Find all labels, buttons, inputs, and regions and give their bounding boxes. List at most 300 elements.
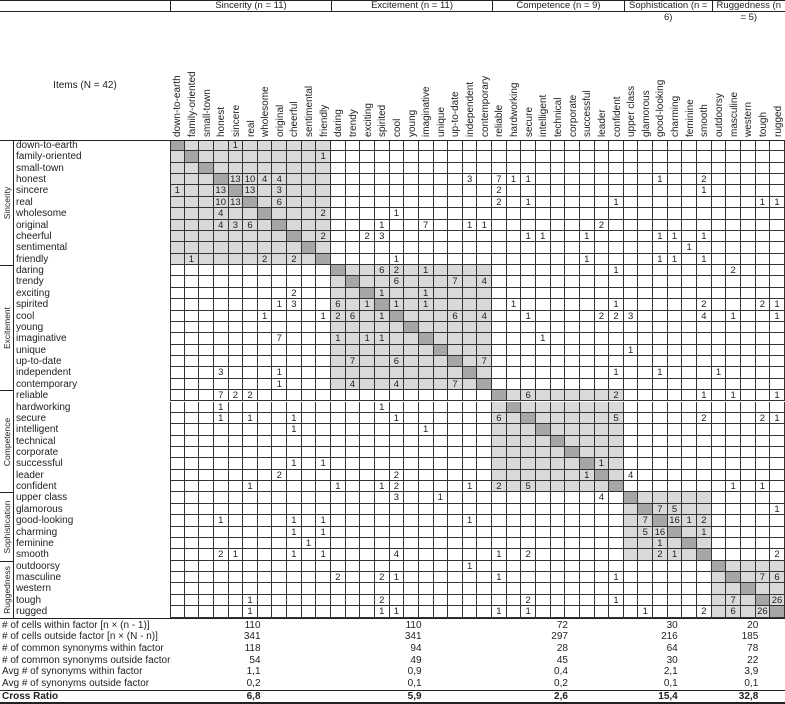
matrix-cell (682, 504, 697, 515)
matrix-cell (653, 276, 668, 287)
matrix-cell: 3 (229, 220, 244, 231)
matrix-cell (653, 197, 668, 208)
matrix-cell (287, 436, 302, 447)
matrix-cell (419, 413, 434, 424)
matrix-cell (770, 458, 785, 469)
matrix-cell: 7 (419, 220, 434, 231)
matrix-cell (668, 197, 683, 208)
matrix-cell (580, 515, 595, 526)
matrix-cell: 2 (756, 413, 771, 424)
matrix-cell (712, 140, 727, 151)
column-header (434, 12, 449, 139)
matrix-cell (609, 436, 624, 447)
matrix-cell (492, 345, 507, 356)
matrix-cell (272, 265, 287, 276)
matrix-cell (258, 379, 273, 390)
matrix-cell (185, 583, 200, 594)
matrix-cell (756, 390, 771, 401)
matrix-cell (697, 458, 712, 469)
matrix-cell (346, 606, 361, 617)
matrix-cell (565, 606, 580, 617)
matrix-cell (360, 151, 375, 162)
matrix-cell (448, 413, 463, 424)
matrix-cell (741, 527, 756, 538)
matrix-cell (595, 561, 610, 572)
matrix-cell (302, 436, 317, 447)
matrix-cell (346, 345, 361, 356)
matrix-cell (434, 151, 449, 162)
matrix-cell: 1 (287, 549, 302, 560)
matrix-cell (741, 288, 756, 299)
matrix-cell (712, 583, 727, 594)
matrix-cell (434, 458, 449, 469)
matrix-cell (375, 492, 390, 503)
row-label: small-town (16, 162, 64, 174)
matrix-cell (272, 606, 287, 617)
matrix-cell (668, 527, 683, 538)
matrix-cell (697, 242, 712, 253)
matrix-cell (507, 345, 522, 356)
stat-value-excitement: 5,9 (407, 690, 422, 702)
matrix-cell (580, 197, 595, 208)
matrix-cell: 2 (697, 606, 712, 617)
matrix-cell (346, 402, 361, 413)
matrix-cell (448, 208, 463, 219)
matrix-cell (214, 333, 229, 344)
row-label: charming (16, 526, 58, 538)
stat-value-competence: 297 (551, 631, 568, 643)
matrix-cell (770, 208, 785, 219)
column-header (726, 12, 741, 139)
matrix-cell (536, 345, 551, 356)
matrix-cell (360, 492, 375, 503)
matrix-cell (624, 549, 639, 560)
matrix-cell (521, 561, 536, 572)
matrix-cell (668, 163, 683, 174)
matrix-cell (404, 242, 419, 253)
matrix-cell (492, 595, 507, 606)
matrix-cell (712, 220, 727, 231)
matrix-cell: 1 (609, 595, 624, 606)
matrix-cell (331, 197, 346, 208)
matrix-cell (741, 595, 756, 606)
matrix-cell (756, 470, 771, 481)
matrix-cell (477, 413, 492, 424)
matrix-cell: 7 (653, 504, 668, 515)
matrix-cell (624, 185, 639, 196)
matrix-cell: 1 (316, 458, 331, 469)
matrix-cell (346, 276, 361, 287)
matrix-cell (551, 470, 566, 481)
matrix-cell (463, 527, 478, 538)
matrix-cell (185, 515, 200, 526)
matrix-cell (316, 379, 331, 390)
matrix-cell (536, 379, 551, 390)
matrix-cell (287, 265, 302, 276)
matrix-cell (726, 197, 741, 208)
matrix-cell (185, 356, 200, 367)
matrix-cell (258, 185, 273, 196)
matrix-cell (712, 481, 727, 492)
matrix-cell (360, 538, 375, 549)
matrix-cell (170, 492, 185, 503)
row-label: down-to-earth (16, 140, 78, 151)
matrix-cell: 1 (419, 265, 434, 276)
matrix-cell (712, 197, 727, 208)
column-header-label: up-to-date (450, 91, 462, 137)
matrix-cell (360, 447, 375, 458)
matrix-cell (346, 595, 361, 606)
matrix-cell (565, 185, 580, 196)
matrix-cell (507, 208, 522, 219)
matrix-cell (243, 492, 258, 503)
matrix-cell (756, 220, 771, 231)
matrix-cell (712, 345, 727, 356)
matrix-cell (185, 606, 200, 617)
matrix-cell (434, 265, 449, 276)
matrix-cell (477, 470, 492, 481)
matrix-cell: 2 (492, 481, 507, 492)
matrix-cell (726, 242, 741, 253)
matrix-cell (272, 322, 287, 333)
matrix-cell (595, 356, 610, 367)
matrix-cell: 1 (492, 572, 507, 583)
matrix-cell (316, 356, 331, 367)
matrix-cell (419, 538, 434, 549)
matrix-cell (624, 151, 639, 162)
matrix-cell (756, 242, 771, 253)
row-label: feminine (16, 537, 54, 549)
matrix-cell (756, 595, 771, 606)
matrix-cell (229, 163, 244, 174)
matrix-cell: 3 (624, 311, 639, 322)
matrix-cell (199, 549, 214, 560)
matrix-cell (346, 174, 361, 185)
matrix-cell (609, 606, 624, 617)
matrix-cell (726, 288, 741, 299)
matrix-cell: 1 (390, 413, 405, 424)
matrix-cell (331, 379, 346, 390)
matrix-cell (331, 140, 346, 151)
matrix-cell (404, 595, 419, 606)
column-header (375, 12, 390, 139)
matrix-cell (229, 470, 244, 481)
matrix-cell (214, 231, 229, 242)
matrix-cell (756, 379, 771, 390)
matrix-cell (551, 288, 566, 299)
matrix-cell (419, 527, 434, 538)
matrix-cell (756, 254, 771, 265)
matrix-cell (390, 242, 405, 253)
matrix-cell: 1 (390, 254, 405, 265)
matrix-cell (756, 322, 771, 333)
matrix-cell (258, 276, 273, 287)
matrix-cell (697, 288, 712, 299)
matrix-cell (199, 481, 214, 492)
matrix-cell: 6 (492, 413, 507, 424)
matrix-cell (492, 322, 507, 333)
matrix-cell: 1 (653, 538, 668, 549)
matrix-cell (375, 504, 390, 515)
matrix-cell: 1 (316, 515, 331, 526)
matrix-cell (331, 527, 346, 538)
matrix-cell (521, 345, 536, 356)
matrix-cell (199, 254, 214, 265)
matrix-cell (712, 163, 727, 174)
matrix-cell (243, 572, 258, 583)
stat-value-ruggedness: 0,1 (744, 678, 759, 690)
matrix-cell (521, 220, 536, 231)
matrix-cell (258, 470, 273, 481)
matrix-cell (551, 458, 566, 469)
matrix-cell (272, 311, 287, 322)
stat-value-ruggedness: 3,9 (744, 666, 759, 678)
matrix-cell (492, 231, 507, 242)
matrix-cell (507, 583, 522, 594)
matrix-cell (624, 538, 639, 549)
matrix-cell (653, 436, 668, 447)
matrix-cell (346, 447, 361, 458)
matrix-cell: 1 (770, 311, 785, 322)
matrix-cell (170, 379, 185, 390)
matrix-cell (477, 151, 492, 162)
matrix-cell (243, 402, 258, 413)
matrix-cell (697, 276, 712, 287)
stat-value-sophistication: 30 (666, 619, 678, 631)
matrix-cell (492, 140, 507, 151)
matrix-cell (463, 151, 478, 162)
matrix-cell (463, 549, 478, 560)
matrix-cell (404, 424, 419, 435)
matrix-cell (580, 299, 595, 310)
matrix-cell (390, 197, 405, 208)
matrix-cell: 13 (229, 174, 244, 185)
matrix-cell (170, 367, 185, 378)
matrix-cell (741, 140, 756, 151)
stat-value-excitement: 110 (405, 619, 422, 631)
matrix-cell (536, 311, 551, 322)
matrix-cell: 1 (272, 379, 287, 390)
matrix-cell (302, 367, 317, 378)
matrix-cell (346, 583, 361, 594)
matrix-cell: 1 (653, 367, 668, 378)
matrix-cell (580, 265, 595, 276)
matrix-cell (346, 481, 361, 492)
matrix-cell (521, 515, 536, 526)
matrix-cell (287, 538, 302, 549)
matrix-cell (609, 151, 624, 162)
matrix-cell (580, 151, 595, 162)
matrix-cell (595, 208, 610, 219)
matrix-cell (229, 288, 244, 299)
matrix-cell (419, 367, 434, 378)
matrix-cell (624, 504, 639, 515)
matrix-cell (302, 185, 317, 196)
matrix-cell (595, 402, 610, 413)
matrix-cell: 3 (287, 299, 302, 310)
matrix-cell (199, 140, 214, 151)
matrix-cell (536, 185, 551, 196)
matrix-cell (595, 265, 610, 276)
matrix-cell (463, 492, 478, 503)
row-label: spirited (16, 299, 49, 311)
matrix-cell (712, 606, 727, 617)
matrix-cell (346, 390, 361, 401)
matrix-cell (390, 504, 405, 515)
matrix-cell: 2 (595, 311, 610, 322)
grid-top-rule (0, 140, 785, 141)
matrix-cell (638, 379, 653, 390)
matrix-cell (419, 515, 434, 526)
matrix-cell (463, 163, 478, 174)
matrix-cell (375, 413, 390, 424)
row-label: confident (16, 481, 57, 493)
matrix-cell (741, 231, 756, 242)
matrix-cell (404, 515, 419, 526)
matrix-cell (565, 299, 580, 310)
matrix-cell (214, 492, 229, 503)
matrix-cell (653, 413, 668, 424)
matrix-cell (375, 458, 390, 469)
matrix-cell (272, 402, 287, 413)
matrix-cell (448, 424, 463, 435)
matrix-cell (375, 538, 390, 549)
matrix-cell (448, 174, 463, 185)
matrix-cell (185, 413, 200, 424)
matrix-cell (712, 470, 727, 481)
matrix-cell: 1 (682, 515, 697, 526)
stat-value-ruggedness: 20 (747, 619, 759, 631)
matrix-cell (243, 163, 258, 174)
matrix-cell (419, 481, 434, 492)
matrix-cell (199, 299, 214, 310)
matrix-cell (712, 402, 727, 413)
matrix-cell (741, 345, 756, 356)
matrix-cell (185, 561, 200, 572)
matrix-cell (492, 163, 507, 174)
matrix-cell (638, 470, 653, 481)
matrix-cell (756, 140, 771, 151)
matrix-cell (551, 208, 566, 219)
row-label: honest (16, 174, 47, 186)
matrix-cell (507, 527, 522, 538)
matrix-cell (712, 208, 727, 219)
row-group-label: Competence (1, 417, 12, 466)
matrix-cell (185, 333, 200, 344)
matrix-cell (272, 504, 287, 515)
matrix-cell (565, 504, 580, 515)
matrix-cell (756, 174, 771, 185)
matrix-cell (404, 174, 419, 185)
matrix-cell (653, 447, 668, 458)
matrix-cell: 1 (375, 220, 390, 231)
matrix-cell: 6 (521, 390, 536, 401)
column-header (199, 12, 214, 139)
factor-header-sincerity: Sincerity (n = 11) (170, 0, 331, 11)
matrix-cell (551, 140, 566, 151)
matrix-cell (668, 538, 683, 549)
column-header-label: contemporary (479, 75, 491, 137)
factor-header-competence: Competence (n = 9) (492, 0, 624, 11)
matrix-cell (243, 322, 258, 333)
matrix-cell (316, 606, 331, 617)
matrix-cell: 16 (668, 515, 683, 526)
matrix-cell (624, 367, 639, 378)
matrix-cell (185, 265, 200, 276)
matrix-cell (170, 299, 185, 310)
matrix-cell: 1 (170, 185, 185, 196)
column-header (419, 12, 434, 139)
matrix-cell: 4 (214, 220, 229, 231)
column-header (272, 12, 287, 139)
matrix-cell (682, 220, 697, 231)
matrix-cell (682, 436, 697, 447)
matrix-cell (536, 504, 551, 515)
matrix-cell (302, 322, 317, 333)
matrix-cell (360, 402, 375, 413)
matrix-cell: 1 (492, 606, 507, 617)
matrix-cell (638, 197, 653, 208)
matrix-cell (243, 254, 258, 265)
stat-value-competence: 2,6 (554, 690, 568, 702)
matrix-cell (624, 254, 639, 265)
matrix-cell (609, 424, 624, 435)
matrix-cell (346, 185, 361, 196)
matrix-cell (712, 356, 727, 367)
matrix-cell (360, 311, 375, 322)
matrix-cell (536, 470, 551, 481)
row-label: wholesome (16, 208, 67, 220)
matrix-cell (770, 402, 785, 413)
matrix-cell: 1 (375, 311, 390, 322)
column-header (492, 12, 507, 139)
matrix-cell (668, 265, 683, 276)
matrix-cell: 1 (434, 492, 449, 503)
matrix-cell (316, 299, 331, 310)
matrix-cell (170, 151, 185, 162)
matrix-cell (229, 515, 244, 526)
matrix-cell (360, 163, 375, 174)
matrix-cell (316, 538, 331, 549)
column-header (331, 12, 346, 139)
matrix-cell (668, 311, 683, 322)
matrix-cell (682, 276, 697, 287)
row-label: upper class (16, 492, 68, 504)
matrix-cell (697, 583, 712, 594)
matrix-cell (243, 527, 258, 538)
row-group-ruggedness (0, 561, 14, 618)
matrix-cell (463, 504, 478, 515)
matrix-cell: 1 (653, 254, 668, 265)
matrix-cell: 2 (697, 413, 712, 424)
matrix-cell (185, 163, 200, 174)
matrix-cell (638, 208, 653, 219)
matrix-cell (419, 436, 434, 447)
matrix-cell (653, 299, 668, 310)
matrix-cell (536, 436, 551, 447)
matrix-cell: 1 (697, 231, 712, 242)
matrix-cell (507, 356, 522, 367)
row-label: real (16, 196, 33, 208)
matrix-cell (565, 311, 580, 322)
matrix-cell (624, 231, 639, 242)
matrix-cell (712, 413, 727, 424)
matrix-cell (477, 333, 492, 344)
matrix-cell (521, 333, 536, 344)
matrix-cell (551, 185, 566, 196)
matrix-cell (565, 527, 580, 538)
matrix-cell: 13 (229, 197, 244, 208)
